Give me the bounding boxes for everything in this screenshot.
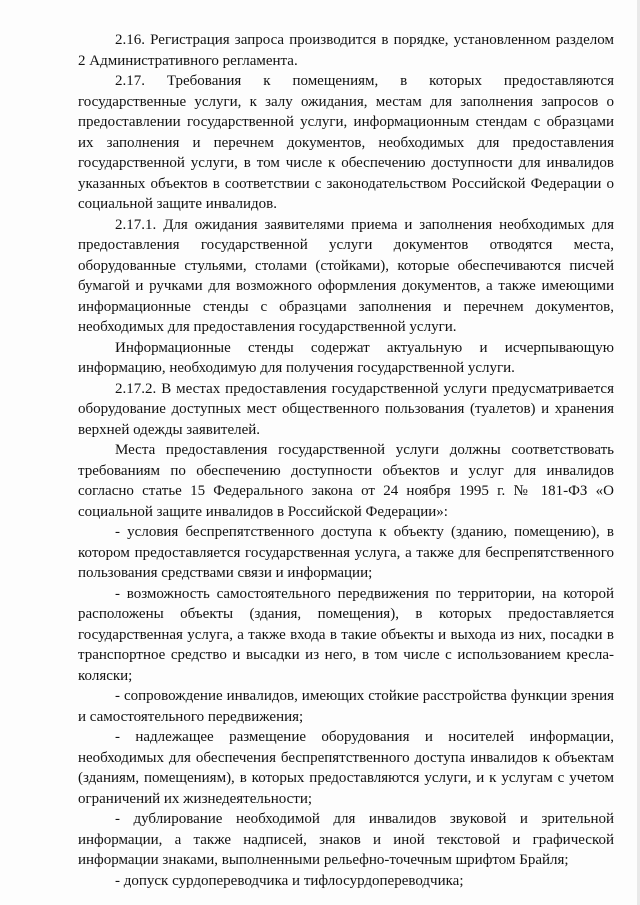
list-item-equipment-placement: - надлежащее размещение оборудования и носителей информации, необходимых для обеспечения беспрепятственного доступа инвалидов к объектам (зданиям, помещениям), в которых предоставляются услуги, и к услугам с учетом ограничений их жизнедеятельности;	[78, 729, 614, 807]
paragraph-info-stands: Информационные стенды содержат актуальную и исчерпывающую информацию, необходимую для получения государственной услуги.	[78, 339, 614, 376]
paragraph-accessibility-requirements: Места предоставления государственной услуги должны соответствовать требованиям по обеспечению доступности объектов и услуг для инвалидов согласно статье 15 Федерального закона от 24 ноября 1995 г. № 181-ФЗ «О социальной защите инвалидов в Российской Федерации»:	[78, 442, 614, 520]
list-item-interpreter: - допуск сурдопереводчика и тифлосурдопереводчика;	[115, 872, 464, 889]
list-item-access-conditions: - условия беспрепятственного доступа к объекту (зданию, помещению), в котором предоставляется государственная услуга, а также для беспрепятственного пользования средствами связи и информации;	[78, 524, 614, 581]
paragraph-2-17: 2.17. Требования к помещениям, в которых предоставляются государственные услуги, к залу ожидания, местам для заполнения запросов о предоставлении государственной услуги, информационным стендам с образцами их заполнения и перечнем документов, необходимых для предоставления государственной услуги, в том числе к обеспечению доступности для инвалидов указанных объектов в соответствии с законодательством Российской Федерации о социальной защите инвалидов.	[78, 73, 614, 212]
list-item-escort: - сопровождение инвалидов, имеющих стойкие расстройства функции зрения и самостоятельного передвижения;	[78, 688, 614, 725]
list-item-movement: - возможность самостоятельного передвижения по территории, на которой расположены объекты (здания, помещения), в которых предоставляется государственная услуга, а также входа в такие объекты и выхода из них, посадки в транспортное средство и высадки из него, в том числе с использованием кресла-коляски;	[78, 585, 614, 684]
paragraph-2-16: 2.16. Регистрация запроса производится в порядке, установленном разделом 2 Административного регламента.	[78, 32, 614, 69]
list-item-duplication: - дублирование необходимой для инвалидов звуковой и зрительной информации, а также надписей, знаков и иной текстовой и графической информации знаками, выполненными рельефно-точечным шрифтом Брайля;	[78, 811, 614, 868]
document-body	[78, 30, 614, 891]
paragraph-2-17-2: 2.17.2. В местах предоставления государственной услуги предусматривается оборудование доступных мест общественного пользования (туалетов) и хранения верхней одежды заявителей.	[78, 380, 614, 438]
paragraph-2-17-1: 2.17.1. Для ожидания заявителями приема и заполнения необходимых для предоставления государственной услуги документов отводятся места, оборудованные стульями, столами (стойками), которые обеспечиваются писчей бумагой и ручками для возможного оформления документов, а также имеющими информационные стенды с образцами заполнения и перечнем документов, необходимых для предоставления государственной услуги.	[78, 216, 614, 335]
